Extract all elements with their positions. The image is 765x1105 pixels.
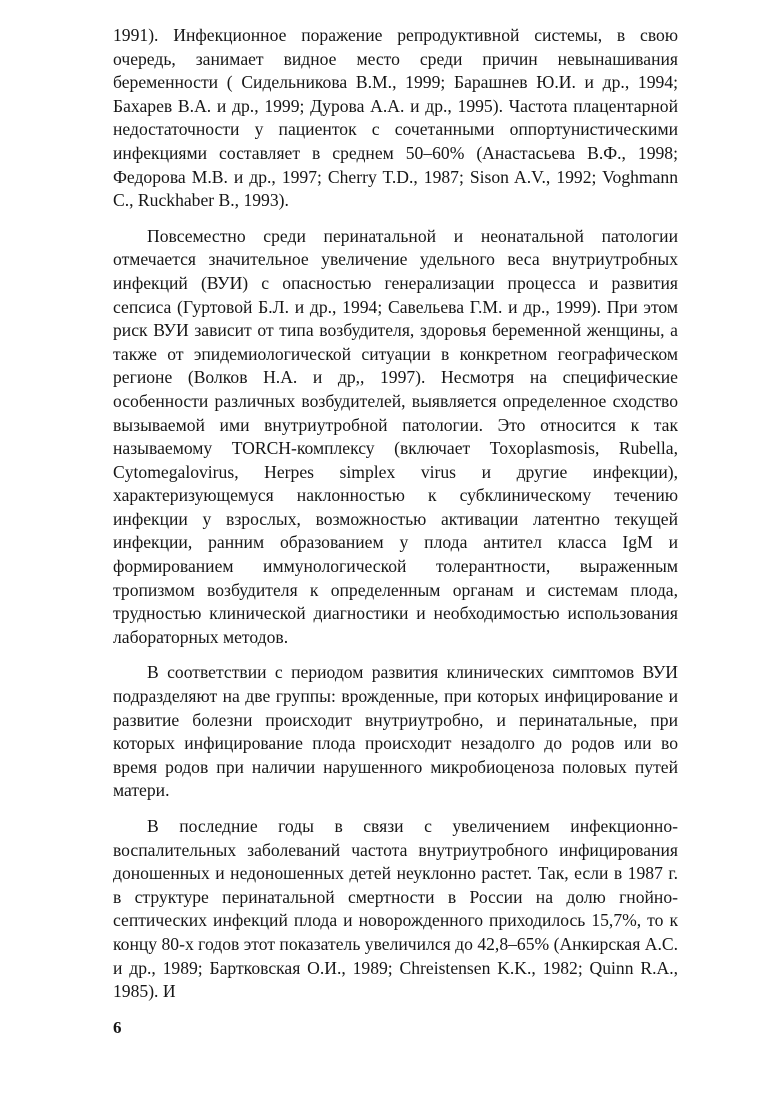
paragraph-2: Повсеместно среди перинатальной и неонатальной патологии отмечается значительное увеличение удельного веса внутриутробных инфекций (ВУИ) с опасностью генерализации процесса и развития сепсиса (Гуртовой Б.Л. и др., 1994; Савельева Г.М. и др., 1999). При этом риск ВУИ зависит от типа возбудителя, здоровья беременной женщины, а также от эпидемиологической ситуации в конкретном географическом регионе (Волков Н.А. и др,, 1997). Несмотря на специфические особенности различных возбудителей, выявляется определенное сходство вызываемой ими внутриутробной патологии. Это относится к так называемому TORCH-комплексу (включает Toxoplasmosis, Rubella, Cytomegalovirus, Herpes simplex virus и другие инфекции), характеризующемуся наклонностью к субклиническому течению инфекции у взрослых, возможностью активации латентно текущей инфекции, ранним образованием у плода антител класса IgM и формированием иммунологической толерантности, выраженным тропизмом возбудителя к определенным органам и системам плода, трудностью клинической диагностики и необходимостью использования лабораторных методов. <box>113 225 678 647</box>
page-number: 6 <box>113 1018 122 1037</box>
paragraph-3: В соответствии с периодом развития клинических симптомов ВУИ подразделяют на две группы: врожденные, при которых инфицирование и развитие болезни происходит внутриутробно, и перинатальные, при которых инфицирование плода происходит незадолго до родов или во время родов при наличии нарушенного микробиоценоза половых путей матери. <box>113 662 678 801</box>
paragraph-1: 1991). Инфекционное поражение репродуктивной системы, в свою очередь, занимает видное место среди причин невынашивания беременности ( Сидельникова В.М., 1999; Барашнев Ю.И. и др., 1994; Бахарев В.А. и др., 1999; Дурова А.А. и др., 1995). Частота плацентарной недостаточности у пациенток с сочетанными оппортунистическими инфекциями составляет в среднем 50–60% (Анастасьева В.Ф., 1998; Федорова М.В. и др., 1997; Cherry T.D., 1987; Sison A.V., 1992; Voghmann C., Ruckhaber B., 1993). <box>113 25 678 211</box>
page-body <box>113 24 678 1004</box>
paragraph-4: В последние годы в связи с увеличением инфекционно-воспалительных заболеваний частота внутриутробного инфицирования доношенных и недоношенных детей неуклонно растет. Так, если в 1987 г. в структуре перинатальной смертности в России на долю гнойно-септических инфекций плода и новорожденного приходилось 15,7%, то к концу 80-х годов этот показатель увеличился до 42,8–65% (Анкирская А.С. и др., 1989; Бартковская О.И., 1989; Chreistensen K.K., 1982; Quinn R.A., 1985). И <box>113 816 678 1002</box>
